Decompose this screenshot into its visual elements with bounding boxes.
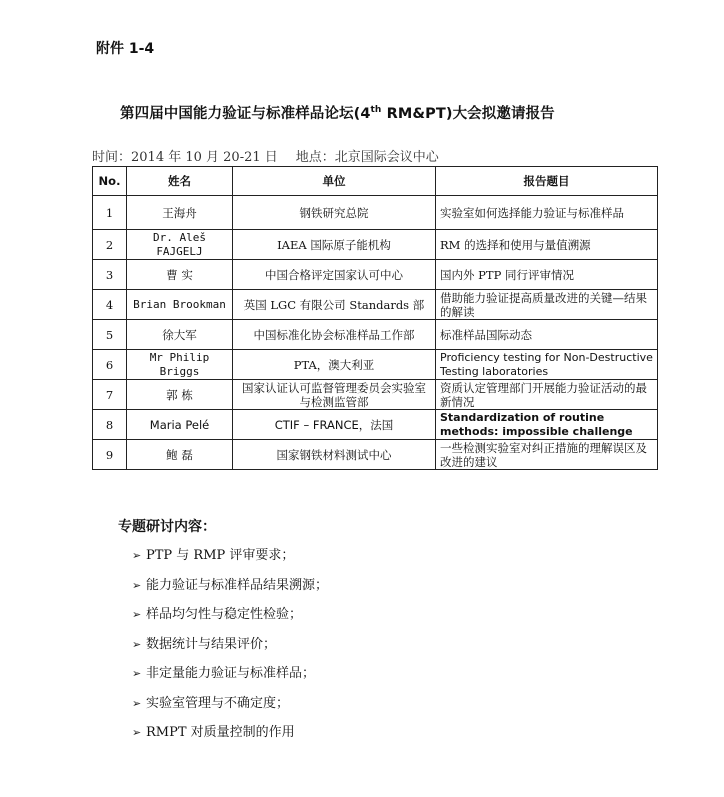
title-superscript: th <box>370 105 382 116</box>
list-item-text: 实验室管理与不确定度； <box>146 695 290 711</box>
cell-topic: RM 的选择和使用与量值溯源 <box>436 230 658 260</box>
cell-name: Maria Pelé <box>127 410 233 440</box>
invited-reports-table <box>92 166 658 470</box>
table-row <box>93 230 658 260</box>
list-item <box>132 723 328 753</box>
cell-no: 1 <box>93 196 127 230</box>
list-item-text: 样品均匀性与稳定性检验； <box>146 607 303 622</box>
arrow-bullet-icon: ➢ <box>132 578 142 592</box>
table-row <box>93 440 658 470</box>
cell-topic: 一些检测实验室对纠正措施的理解误区及改进的建议 <box>436 440 658 470</box>
header-name: 姓名 <box>127 167 233 196</box>
list-item-text: 数据统计与结果评价； <box>146 636 277 652</box>
list-item <box>132 694 328 724</box>
cell-name: 鲍 磊 <box>127 440 233 470</box>
topic-list <box>132 546 328 753</box>
arrow-bullet-icon: ➢ <box>132 696 142 710</box>
cell-name: 曹 实 <box>127 260 233 290</box>
table-row <box>93 260 658 290</box>
table-row <box>93 320 658 350</box>
list-item <box>132 546 328 576</box>
arrow-bullet-icon: ➢ <box>132 667 142 680</box>
cell-topic: 国内外 PTP 同行评审情况 <box>436 260 658 290</box>
cell-no: 7 <box>93 380 127 410</box>
event-meta <box>92 146 439 165</box>
document-title <box>120 102 630 123</box>
cell-unit: 中国合格评定国家认可中心 <box>233 260 436 290</box>
arrow-bullet-icon: ➢ <box>132 608 142 621</box>
section-title: 专题研讨内容： <box>118 519 216 535</box>
cell-topic: Proficiency testing for Non-Destructive Testing laboratories <box>436 350 658 380</box>
list-item-text: PTP 与 RMP 评审要求； <box>146 548 295 563</box>
cell-topic: 实验室如何选择能力验证与标准样品 <box>436 196 658 230</box>
cell-unit: 国家认证认可监督管理委员会实验室与检测监管部 <box>233 380 436 410</box>
cell-no: 2 <box>93 230 127 260</box>
title-tail: RM&PT)大会拟邀请报告 <box>381 106 555 122</box>
cell-no: 6 <box>93 350 127 380</box>
list-item-text: 非定量能力验证与标准样品； <box>146 666 316 681</box>
header-no: No. <box>93 167 127 196</box>
cell-no: 5 <box>93 320 127 350</box>
list-item-text: 能力验证与标准样品结果溯源； <box>146 577 329 593</box>
cell-no: 9 <box>93 440 127 470</box>
table-row <box>93 290 658 320</box>
list-item-text: RMPT 对质量控制的作用 <box>146 725 295 740</box>
cell-name: 徐大军 <box>127 320 233 350</box>
arrow-bullet-icon: ➢ <box>132 637 142 651</box>
cell-unit: 英国 LGC 有限公司 Standards 部 <box>233 290 436 320</box>
header-unit: 单位 <box>233 167 436 196</box>
cell-unit: PTA，澳大利亚 <box>233 350 436 380</box>
list-item <box>132 635 328 665</box>
table-header-row <box>93 167 658 196</box>
cell-topic: 标准样品国际动态 <box>436 320 658 350</box>
arrow-bullet-icon: ➢ <box>132 726 142 739</box>
cell-unit: 国家钢铁材料测试中心 <box>233 440 436 470</box>
cell-unit: CTIF – FRANCE，法国 <box>233 410 436 440</box>
cell-name: Dr. Aleš FAJGELJ <box>127 230 233 260</box>
event-time: 时间：2014 年 10 月 20-21 日 <box>92 150 278 165</box>
title-main: 第四届中国能力验证与标准样品论坛(4 <box>120 106 371 122</box>
cell-topic: 借助能力验证提高质量改进的关键—结果的解读 <box>436 290 658 320</box>
cell-no: 4 <box>93 290 127 320</box>
list-item <box>132 605 328 635</box>
cell-no: 3 <box>93 260 127 290</box>
table-row <box>93 380 658 410</box>
cell-topic: 资质认定管理部门开展能力验证活动的最新情况 <box>436 380 658 410</box>
header-topic: 报告题目 <box>436 167 658 196</box>
cell-no: 8 <box>93 410 127 440</box>
list-item <box>132 576 328 606</box>
cell-unit: 中国标准化协会标准样品工作部 <box>233 320 436 350</box>
cell-name: 郭 栋 <box>127 380 233 410</box>
table-row <box>93 410 658 440</box>
arrow-bullet-icon: ➢ <box>132 549 142 562</box>
cell-unit: IAEA 国际原子能机构 <box>233 230 436 260</box>
table-row <box>93 196 658 230</box>
attachment-label: 附件 1-4 <box>96 41 155 57</box>
cell-name: Brian Brookman <box>127 290 233 320</box>
cell-topic: Standardization of routine methods: impossible challenge <box>436 410 658 440</box>
cell-unit: 钢铁研究总院 <box>233 196 436 230</box>
table-row <box>93 350 658 380</box>
event-place: 地点：北京国际会议中心 <box>295 150 439 165</box>
cell-name: Mr Philip Briggs <box>127 350 233 380</box>
cell-name: 王海舟 <box>127 196 233 230</box>
list-item <box>132 664 328 694</box>
